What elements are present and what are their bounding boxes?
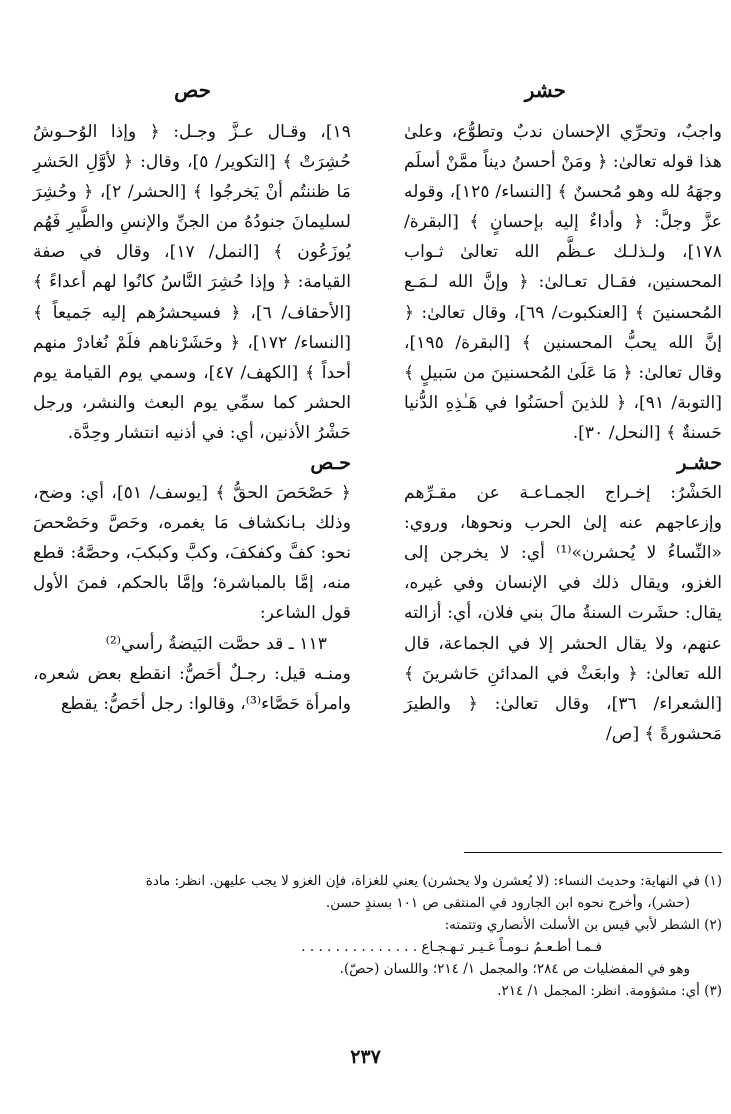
footnote-verse: فـمـا أطـعـمُ نـومـاً غـيـر تـهـجـاع . . . . . . . . . . . . . .: [301, 939, 602, 955]
footnote-separator: [464, 852, 722, 853]
footnote-line: (١) في النهاية: وحديث النساء: (لا يُعشرن ولا يحشرن) يعني للغزاة، فإن الغزو لا يجب عليهن. انظر: مادة: [145, 873, 722, 889]
page-number: ٢٣٧: [350, 1046, 381, 1068]
running-head-left: حص: [174, 78, 211, 102]
footnote-line: (٢) الشطر لأبي قيس بن الأسلت الأنصاري وتتمته:: [444, 917, 722, 933]
entry-heading: حشـر: [677, 452, 722, 475]
footnotes: [36, 870, 722, 1002]
right-column: [404, 117, 722, 749]
paragraph: ﴿ حَصْحَصَ الحقُّ ﴾ [يوسف/ ٥١]، أي: وضح، وذلك بـانكشاف مَا يغمره، وحَصَّ وحَصْحصَ نحو: كفَّ وكفكفَ، وكبَّ وكبكبَ، وحصَّهُ: قطع منه، إمَّا بالمباشرة؛ وإمَّا بالحكم، فمنَ الأول قول الشاعر:: [33, 483, 351, 624]
running-head-right: حشر: [524, 78, 566, 102]
footnote-line: (٣) أي: مشؤومة. انظر: المجمل ١/ ٢١٤.: [497, 983, 722, 999]
verse-line: ١١٣ ـ قد حصَّت البَيضةُ رأسي⁽²⁾: [105, 633, 327, 654]
paragraph: واجبٌ، وتحرِّي الإحسان ندبٌ وتطوُّع، وعلىٰ هذا قوله تعالىٰ: ﴿ ومَنْ أحسنُ ديناً ممَّنْ أسلَم وجهَهُ لله وهو مُحسنٌ ﴾ [النساء/ ١٢٥]، وقوله عزَّ وجلَّ: ﴿ وأداءٌ إليه بإحسانٍ ﴾ [البقرة/ ١٧٨]، ولـذلـك عـظَّم الله تعالىٰ ثـواب المحسنين، فقـال تعـالىٰ: ﴿ وإنَّ الله لـمَـع المُحسنينَ ﴾ [العنكبوت/ ٦٩]، وقال تعالىٰ: ﴿ إنَّ الله يحبُّ المحسنين ﴾ [البقرة/ ١٩٥]، وقال تعالىٰ: ﴿ مَا عَلَىٰ المُحسنينَ من سَبيلٍ ﴾ [التوبة/ ٩١]، ﴿ للذينَ أحسَنُوا في هَـٰذِهِ الدُّنيا حَسنةٌ ﴾ [النحل/ ٣٠].: [404, 122, 722, 443]
paragraph: ١٩]، وقـال عـزَّ وجـل: ﴿ وإذا الوُحـوشُ حُشِرَتْ ﴾ [التكوير/ ٥]، وقال: ﴿ لأوَّلِ الحَشرِ مَا ظننتُم أنْ يَخرجُوا ﴾ [الحشر/ ٢]، ﴿ وحُشِرَ لسليمانَ جنودُهُ من الجنِّ والإنسِ والطَّيرِ فَهُم يُوزَعُون ﴾ [النمل/ ١٧]، وقال في صفة القيامة: ﴿ وإذا حُشِرَ النَّاسُ كانُوا لهم أعداءً ﴾ [الأحقاف/ ٦]، ﴿ فسيحشرُهم إليه جَميعاً ﴾ [النساء/ ١٧٢]، ﴿ وحَشَرْناهم فلَمْ نُغادرْ منهم أحداً ﴾ [الكهف/ ٤٧]، وسمي يوم القيامة يوم الحشر كما سمِّي يوم البعث والنشر، ورجل حَشْرُ الأذنين، أي: في أذنيه انتشار وحِدَّة.: [33, 122, 351, 443]
entry-heading: حـص: [310, 452, 351, 475]
left-column: [33, 117, 351, 719]
paragraph: الحَشْرُ: إخـراج الجمـاعـة عن مقـرِّهم وإزعاجهم عنه إلىٰ الحرب ونحوها، وروي: «النِّساءُ لا يُحشرن»⁽¹⁾ أي: لا يخرجن إلى الغزو، ويقال ذلك في الإنسان وفي غيره، يقال: حشَرت السنةُ مالَ بني فلان، أي: أزالته عنهم، ولا يقال الحشر إلا في الجماعة، قال الله تعالىٰ: ﴿ وابعَثْ في المدائنِ حَاشرينَ ﴾ [الشعراء/ ٣٦]، وقال تعالىٰ: ﴿ والطيرَ مَحشورةً ﴾ [ص/: [404, 483, 723, 744]
footnote-line: (حشر)، وأخرج نحوه ابن الجارود في المنتقى ص ١٠١ بسندٍ حسن.: [325, 895, 690, 911]
footnote-line: وهو في المفضليات ص ٢٨٤؛ والمجمل ١/ ٢١٤؛ واللسان (حصّ).: [339, 961, 690, 977]
paragraph: ومنـه قيل: رجـلٌ أحَصُّ: انقطع بعض شعره، وامرأة حَصَّاء⁽³⁾، وقالوا: رجل أحَصُّ: يقطع: [33, 663, 351, 714]
